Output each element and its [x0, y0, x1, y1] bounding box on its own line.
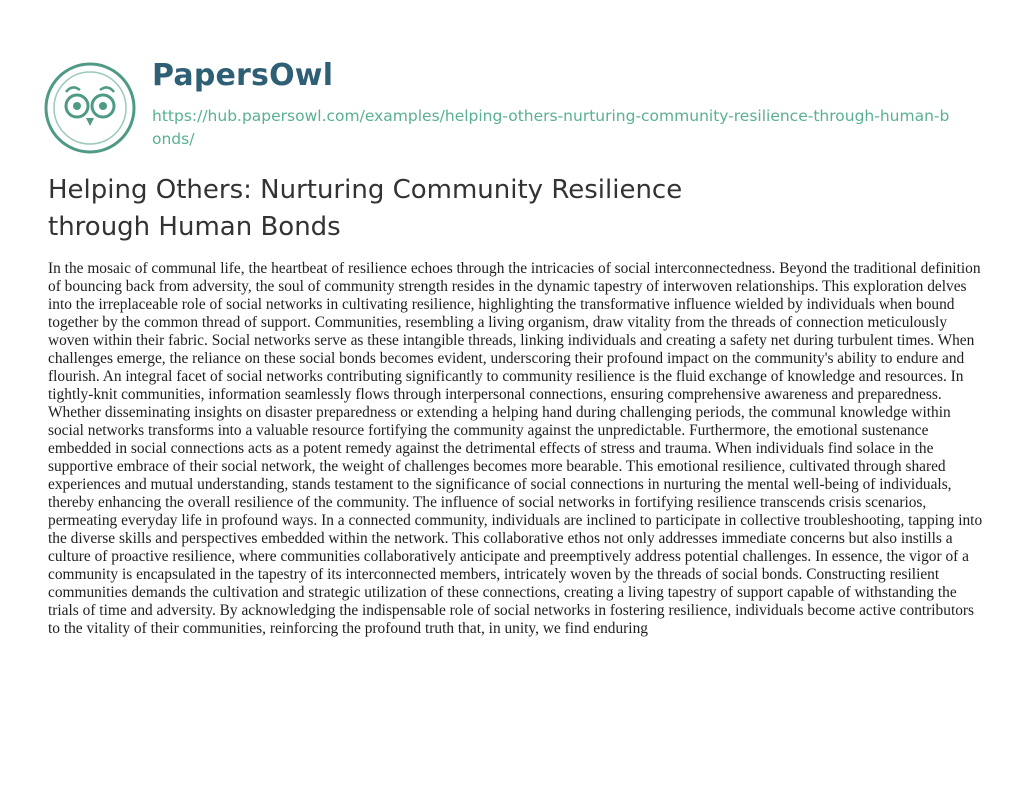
- site-header: [42, 52, 1002, 162]
- owl-logo-graphic: [42, 60, 138, 156]
- owl-logo-icon[interactable]: [42, 60, 138, 156]
- document-body: In the mosaic of communal life, the heartbeat of resilience echoes through the intricacies of social interconnectedness. Beyond the traditional definition of bouncing back from adversity, the soul of community strength resides in the dynamic tapestry of interwoven relationships. This exploration delves into the irreplaceable role of social networks in cultivating resilience, highlighting the transformative influence wielded by individuals when bound together by the common thread of support. Communities, resembling a living organism, draw vitality from the threads of connection meticulously woven within their fabric. Social networks serve as these intangible threads, linking individuals and creating a safety net during turbulent times. When challenges emerge, the reliance on these social bonds becomes evident, underscoring their profound impact on the community's ability to endure and flourish. An integral facet of social networks contributing significantly to community resilience is the fluid exchange of knowledge and resources. In tightly-knit communities, information seamlessly flows through interpersonal connections, ensuring comprehensive awareness and preparedness. Whether disseminating insights on disaster preparedness or extending a helping hand during challenging periods, the communal knowledge within social networks transforms into a valuable resource fortifying the community against the unpredictable. Furthermore, the emotional sustenance embedded in social connections acts as a potent remedy against the detrimental effects of stress and trauma. When individuals find solace in the supportive embrace of their social network, the weight of challenges becomes more bearable. This emotional resilience, cultivated through shared experiences and mutual understanding, stands testament to the significance of social connections in nurturing the mental well-being of individuals, thereby enhancing the overall resilience of the community. The influence of social networks in fortifying resilience transcends crisis scenarios, permeating everyday life in profound ways. In a connected community, individuals are inclined to participate in collective troubleshooting, tapping into the diverse skills and perspectives embedded within the network. This collaborative ethos not only addresses immediate concerns but also instills a culture of proactive resilience, where communities collaboratively anticipate and preemptively address potential challenges. In essence, the vigor of a community is encapsulated in the tapestry of its interconnected members, intricately woven by the threads of social bonds. Constructing resilient communities demands the cultivation and strategic utilization of these connections, creating a living tapestry of support capable of withstanding the trials of time and adversity. By acknowledging the indispensable role of social networks in fostering resilience, individuals become active contributors to the vitality of their communities, reinforcing the profound truth that, in unity, we find enduring: [48, 260, 983, 637]
- brand-name[interactable]: PapersOwl: [152, 58, 334, 93]
- source-url-link[interactable]: https://hub.papersowl.com/examples/helping-others-nurturing-community-resilience-through-human-bonds/: [152, 107, 950, 148]
- document-title: Helping Others: Nurturing Community Resilience through Human Bonds: [48, 175, 683, 242]
